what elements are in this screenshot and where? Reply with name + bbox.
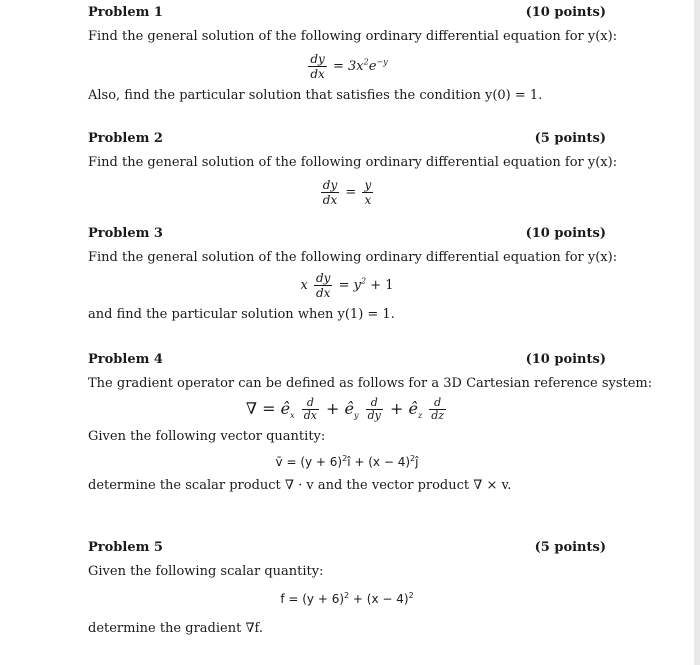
gradient-operator-equation [88, 397, 606, 422]
problem-points: (5 points) [534, 131, 606, 146]
fraction-numerator: dy [322, 178, 338, 192]
page-edge [694, 0, 700, 665]
exponent: 2 [363, 57, 369, 67]
fraction-numerator: dy [315, 271, 331, 285]
problem-title: Problem 3 [88, 226, 163, 241]
fraction-numerator: y [364, 178, 372, 192]
derivative-fraction [321, 178, 339, 207]
unit-vector-x: ê [280, 399, 291, 418]
problem-statement: Find the general solution of the following ordinary differential equation for y(x): [88, 155, 618, 170]
problem-1 [88, 5, 618, 105]
nabla-symbol: ∇ = [245, 399, 281, 418]
problem-title: Problem 5 [88, 540, 163, 555]
problem-followup: determine the scalar product ∇ · v and the vector product ∇ × v. [88, 478, 512, 493]
unit-vector-z: ê [408, 399, 418, 418]
scalar-mid: + (x − 4) [349, 592, 409, 606]
given-label: Given the following scalar quantity: [88, 564, 324, 579]
exponent: 2 [408, 591, 414, 600]
fraction-numerator: d [429, 397, 446, 410]
subscript: z [417, 411, 423, 421]
equals-sign: = [345, 185, 357, 200]
problem-points: (10 points) [525, 226, 606, 241]
equation-coefficient: x [300, 278, 308, 293]
fraction-numerator: d [366, 397, 383, 410]
exponent: 2 [344, 591, 350, 600]
equation-rhs: = 3x [332, 59, 364, 74]
problem-points: (10 points) [525, 5, 606, 20]
plus-sign: + [384, 399, 409, 418]
fraction-numerator: d [302, 397, 319, 410]
fraction-denominator: dx [322, 193, 338, 207]
problem-header [88, 352, 606, 370]
problem-followup: Also, find the particular solution that satisfies the condition y(0) = 1. [88, 88, 543, 103]
fraction-denominator: dx [303, 409, 317, 422]
equation-rhs-tail: + 1 [366, 278, 394, 293]
problem-2 [88, 131, 618, 207]
exponent: 2 [410, 454, 416, 463]
exponent: 2 [342, 454, 348, 463]
problem-points: (10 points) [525, 352, 606, 367]
problem-header [88, 226, 606, 244]
problem-5 [88, 540, 606, 638]
equation [88, 52, 606, 81]
problem-title: Problem 2 [88, 131, 163, 146]
problem-header [88, 131, 606, 149]
derivative-fraction [314, 271, 332, 300]
fraction-denominator: x [364, 193, 372, 207]
problem-3 [88, 226, 618, 324]
scalar-lhs: f = (y + 6) [280, 592, 345, 606]
problem-header [88, 5, 606, 23]
partial-dy [366, 397, 383, 422]
scalar-quantity [88, 591, 606, 606]
vector-tail: ĵ [415, 455, 419, 469]
derivative-fraction [308, 52, 326, 81]
fraction-denominator: dx [315, 286, 331, 300]
problem-points: (5 points) [534, 540, 606, 555]
exponent: −y [376, 57, 388, 67]
vector-lhs: v̄ = (y + 6) [275, 455, 343, 469]
partial-dz [429, 397, 446, 422]
equation-rhs-base: e [368, 59, 377, 74]
problem-followup: and find the particular solution when y(1) = 1. [88, 307, 395, 322]
problem-header [88, 540, 606, 558]
fraction-denominator: dy [367, 409, 381, 422]
subscript: x [290, 411, 295, 421]
given-label: Given the following vector quantity: [88, 429, 326, 444]
problem-title: Problem 1 [88, 5, 163, 20]
problem-4 [88, 352, 653, 495]
problem-statement: The gradient operator can be defined as follows for a 3D Cartesian reference system: [88, 376, 653, 391]
equation [88, 178, 606, 207]
subscript: y [354, 411, 359, 421]
problem-followup: determine the gradient ∇f. [88, 621, 263, 636]
problem-statement: Find the general solution of the following ordinary differential equation for y(x): [88, 29, 618, 44]
fraction-numerator: dy [310, 52, 325, 66]
unit-vector-y: ê [344, 399, 355, 418]
plus-sign: + [320, 399, 345, 418]
exponent: 2 [360, 276, 367, 286]
fraction-denominator: dz [431, 409, 445, 422]
problem-statement: Find the general solution of the following ordinary differential equation for y(x): [88, 250, 618, 265]
fraction-denominator: dx [310, 67, 325, 81]
problem-title: Problem 4 [88, 352, 163, 367]
partial-dx [302, 397, 319, 422]
equation [88, 271, 606, 300]
vector-quantity [88, 454, 606, 469]
vector-mid: î + (x − 4) [347, 455, 411, 469]
equation-rhs: = y [338, 278, 361, 293]
ratio-fraction [362, 178, 373, 207]
